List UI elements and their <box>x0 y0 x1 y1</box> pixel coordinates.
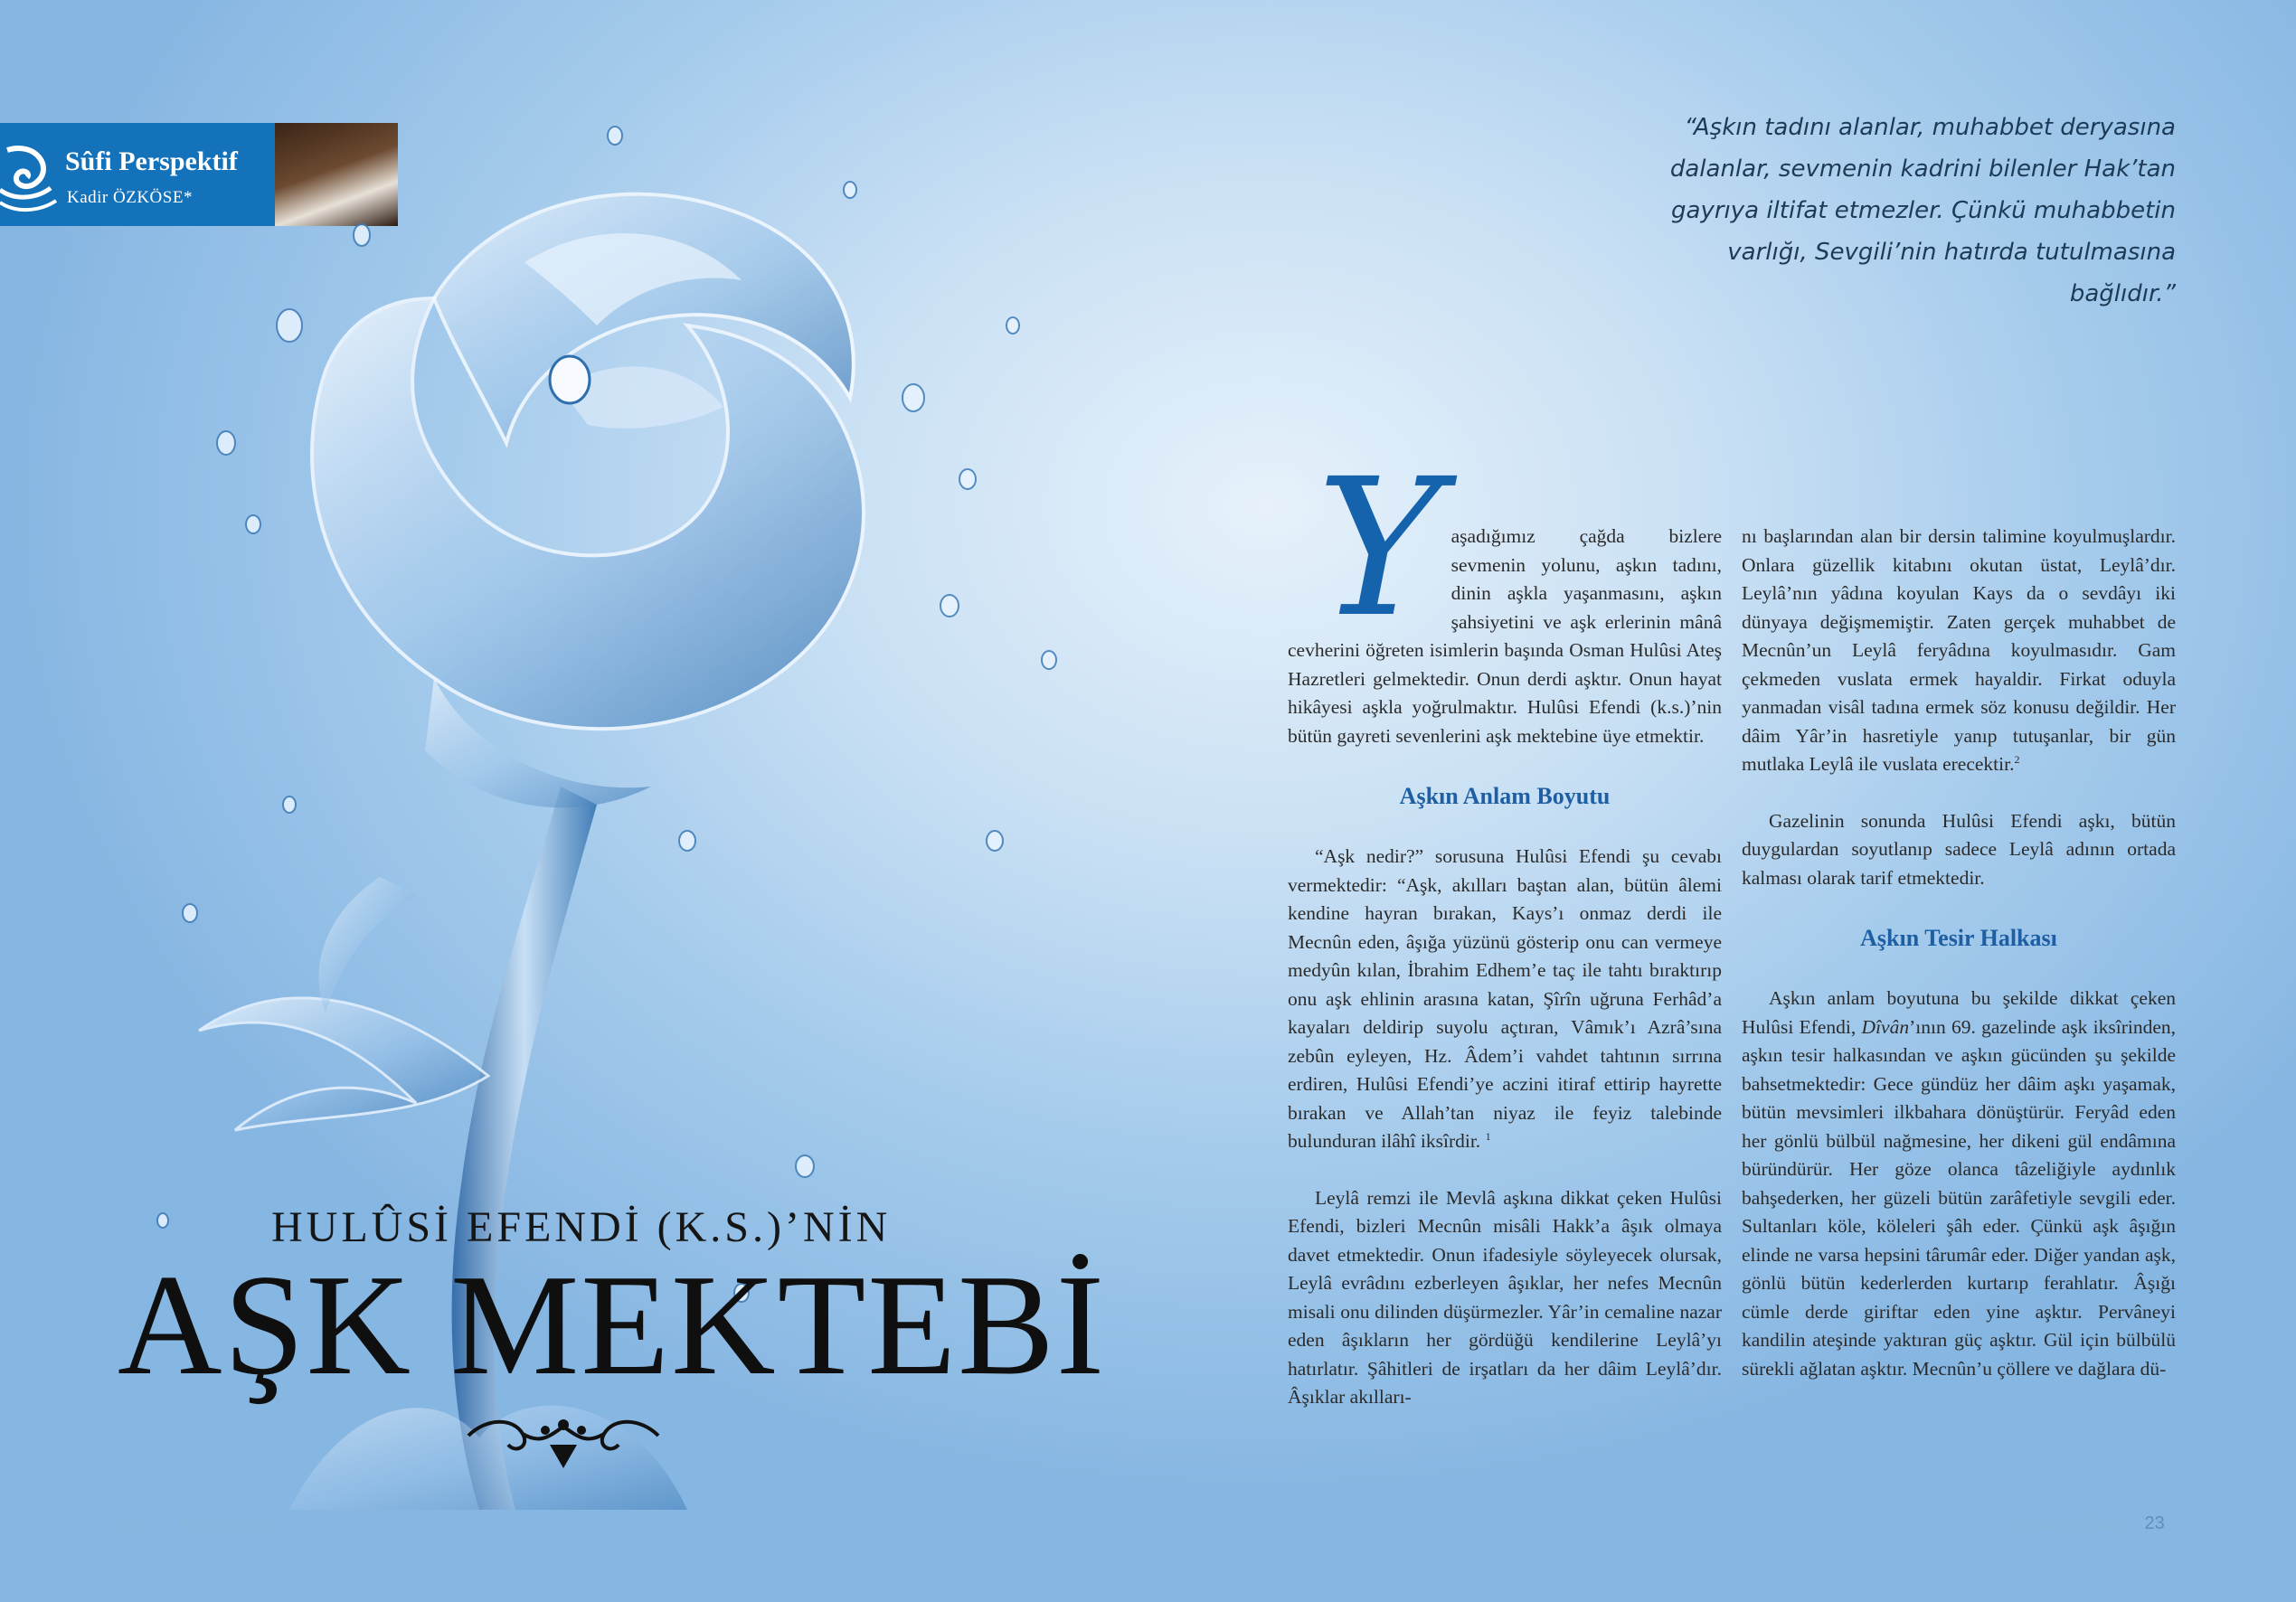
ornament-icon <box>459 1409 667 1472</box>
footnote-ref: 2 <box>2014 752 2020 766</box>
issue-date: Haziran 2016 <box>177 1514 275 1532</box>
paragraph: nı başlarından alan bir dersin talimine koyulmuşlardır. Onlara güzellik kitabını okutan üstat, Leylâ’dır. Leylâ’nın yâdına koyulan Kays da o sevdâyı iki dünyaya değişmemiştir. Zaten gerçek muhabbet de Mecnûn’un Leylâ feryâdına koyulmasıdır. Gam çekmeden vuslata ermek hayaldir. Firkat oduyla yanmadan visâl tadına ermek söz konusu değildir. Her dâim Yâr’in hasretiyle yanıp tutuşanlar, bir gün mutlaka Leylâ ile vuslata erecektir.$^2$ <box>1742 525 2176 775</box>
article-subtitle: HULÛSİ EFENDİ (K.S.)’NİN <box>271 1203 892 1251</box>
text-column-1 <box>1288 438 1722 1440</box>
footer-separator: | <box>2129 1513 2134 1533</box>
text-column-2 <box>1742 523 2176 1411</box>
section-heading: Aşkın Anlam Boyutu <box>1399 783 1611 809</box>
paragraph: Leylâ remzi ile Mevlâ aşkına dikkat çeken Hulûsi Efendi, bizleri Mecnûn misâli Hakk’a âşık olmaya davet etmektedir. Onun ifadesiyle söyleyecek olursak, Leylâ evrâdını ezberleyen âşıklar, her nefes Mecnûn misali onu dilinden düşürmezler. Yâr’in cemaline nazar eden âşıkların her gördüğü kendilerine Leylâ’yı hatırlatır. Şâhitleri de irşatları da her dâim Leylâ’dır. Âşıklar akılları- <box>1288 1186 1722 1408</box>
footer-right <box>2006 1513 2165 1534</box>
section-heading: Aşkın Tesir Halkası <box>1860 925 2057 951</box>
page-number: 23 <box>2144 1513 2165 1533</box>
pull-quote: “Aşkın tadını alanlar, muhabbet deryasına dalanlar, sevmenin kadrini bilenler Hak’tan gayrıya iltifat etmezler. Çünkü muhabbetin varlığı, Sevgili’nin hatırda tutulmasına bağlıdır.” <box>1669 114 2176 307</box>
paragraph: Aşkın anlam boyutuna bu şekilde dikkat çeken Hulûsi Efendi, Dîvân’ının 69. gazelinde aşk iksîrinden, aşkın tesir halkasından ve aşkın gücünden şu şekilde bahsetmektedir: Gece gündüz her dâim aşkı yaşamak, bütün mevsimleri ilkbahara dönüştürür. Feryâd eden her gönlü bülbül nağmesine, her dikeni gül endâmına büründürür. Her göze olanca tâzeliğiyle aydınlık bahşederken, her güzeli bütün zarâfetiyle sevgili eder. Sultanları köle, köleleri şâh eder. Çünkü aşk âşığın elinde ne varsa hepsini târumâr eder. Diğer yandan aşk, gönlü bütün kederlerden kurtarıp ferahlatır. Âşığı cümle derde giriftar eden yine aşktır. Pervâneyi kandilin ateşinde yaktıran güç aşktır. Gül için bülbülü sürekli ağlatan aşktır. Mecnûn’u çöllere ve dağlara dü- <box>1742 987 2176 1380</box>
section-name: Sûfi Perspektif <box>65 146 238 176</box>
author-name: Kadir ÖZKÖSE* <box>67 188 193 207</box>
footer-left <box>121 1513 274 1534</box>
paragraph: Gazelinin sonunda Hulûsi Efendi aşkı, bütün duygulardan soyutlanıp sadece Leylâ adının ortada kalması olarak tarif etmektedir. <box>1742 809 2176 889</box>
paragraph: “Aşk nedir?” sorusuna Hulûsi Efendi şu cevabı vermektedir: “Aşk, akılları baştan alan, bütün âlemi kendine hayran bırakan, Kays’ı onmaz derdi ile Mecnûn eden, âşığa yüzünü gösterip onu can vermeye medyûn kılan, İbrahim Edhem’e taç ile tahtı bıraktırıp onu aşk ehlinin arasına katan, Şîrîn uğruna Ferhâd’a kayaları deldirip suyolu açtıran, Vâmık’ı Azrâ’sına zebûn eyleyen, Hz. Âdem’i vahdet tahtının sırrına erdiren, Hulûsi Efendi’ye aczini itiraf ettirip hayrette bırakan ve Allah’tan niyaz ile feyiz talebinde bulunduran ilâhî iksîrdir. $^1$ <box>1288 845 1722 1152</box>
article-title: AŞK MEKTEBİ <box>118 1244 1107 1405</box>
intro-paragraph: Yaşadığımız çağda bizlere sevmenin yolunu, aşkın tadını, dinin aşkla yaşanmasını, aşkın şahsiyetini ve aşk erlerinin mânâ cevherini öğreten isimlerin başında Osman Hulûsi Ateş Hazretleri gelmektedir. Onun derdi aşktır. Onun hayat hikâyesi aşkla yoğrulmaktır. Hulûsi Efendi (k.s.)’nin bütün gayreti sevenlerini aşk mektebine üye etmektir. <box>1288 438 1722 747</box>
magazine-name: SomuncuBaba <box>2006 1513 2125 1533</box>
drop-cap: Y <box>1317 438 1442 659</box>
page-number: 22 <box>121 1513 142 1533</box>
footnote-ref: 1 <box>1485 1129 1491 1143</box>
